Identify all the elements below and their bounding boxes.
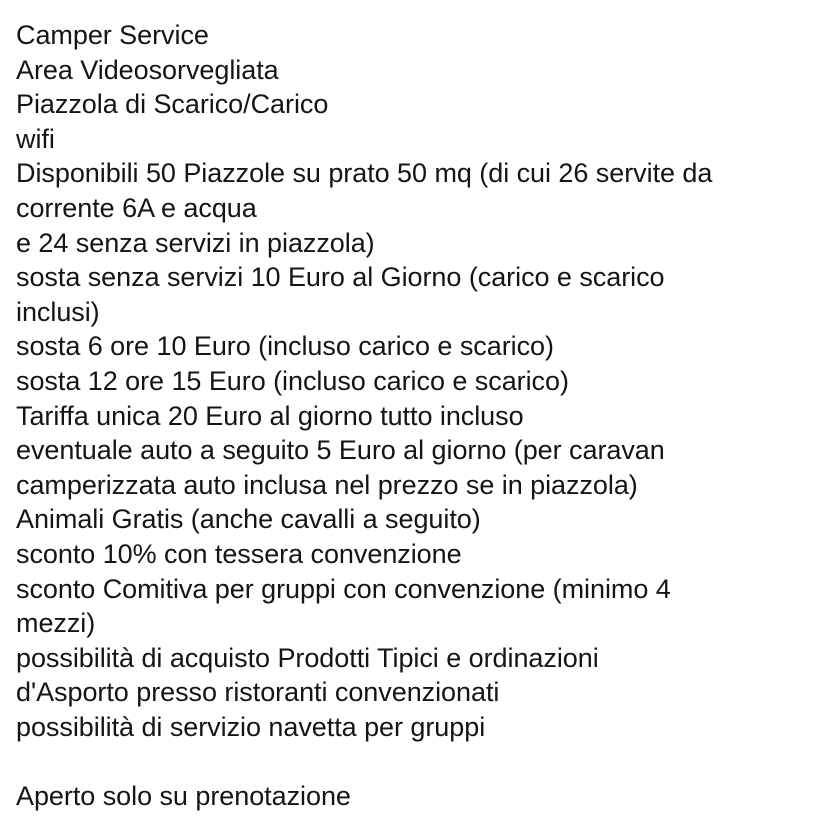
text-line: Tariffa unica 20 Euro al giorno tutto incluso: [16, 400, 524, 431]
text-line: eventuale auto a seguito 5 Euro al giorno (per caravan: [16, 435, 665, 466]
text-line: mezzi): [16, 608, 96, 639]
text-line: Animali Gratis (anche cavalli a seguito): [16, 504, 481, 535]
text-line: possibilità di acquisto Prodotti Tipici e ordinazioni: [16, 642, 599, 673]
text-line: sosta 12 ore 15 Euro (incluso carico e scarico): [16, 365, 569, 396]
text-line: inclusi): [16, 296, 100, 327]
blank-line: [16, 744, 799, 779]
text-line: Aperto solo su prenotazione: [16, 781, 351, 812]
text-line: sosta 6 ore 10 Euro (incluso carico e scarico): [16, 331, 554, 362]
text-line: d'Asporto presso ristoranti convenzionati: [16, 677, 500, 708]
text-line: corrente 6A e acqua: [16, 192, 257, 223]
text-line: Area Videosorvegliata: [16, 54, 279, 85]
text-line: e 24 senza servizi in piazzola): [16, 227, 375, 258]
text-line: sosta senza servizi 10 Euro al Giorno (carico e scarico: [16, 262, 665, 293]
text-line: camperizzata auto inclusa nel prezzo se in piazzola): [16, 469, 638, 500]
text-line: possibilità di servizio navetta per gruppi: [16, 711, 486, 742]
text-line: Camper Service: [16, 20, 209, 50]
text-line: sconto 10% con tessera convenzione: [16, 538, 462, 569]
text-line: wifi: [16, 123, 55, 154]
text-line: Piazzola di Scarico/Carico: [16, 89, 329, 120]
text-line: Disponibili 50 Piazzole su prato 50 mq (di cui 26 servite da: [16, 158, 713, 189]
text-line: sconto Comitiva per gruppi con convenzione (minimo 4: [16, 573, 671, 604]
